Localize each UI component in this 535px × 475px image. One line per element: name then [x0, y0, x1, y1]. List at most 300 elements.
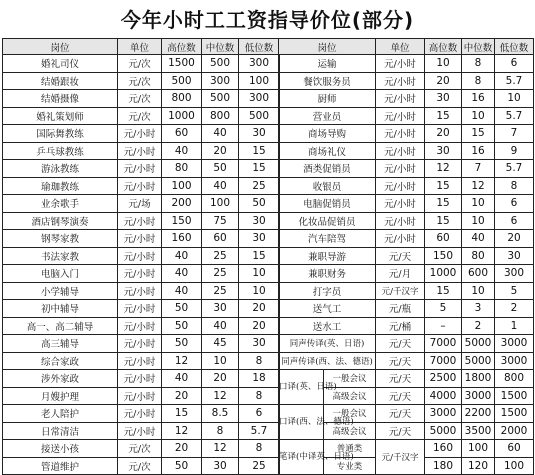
table-row: [279, 55, 534, 73]
high-value: 7000: [425, 352, 462, 370]
high-value: 200: [162, 195, 202, 213]
header-unit: 单位: [118, 39, 162, 55]
unit-cell: 元/小时: [376, 160, 425, 178]
high-value: 40: [162, 282, 202, 300]
position-cell: 钢琴家教: [3, 230, 118, 248]
translation-type-cell: 专业类: [324, 457, 376, 475]
high-value: 20: [425, 125, 462, 143]
high-value: 30: [425, 90, 462, 108]
right-wage-table: [278, 38, 534, 475]
mid-value: 60: [202, 230, 239, 248]
high-value: 180: [425, 457, 462, 475]
high-value: 40: [162, 370, 202, 388]
low-value: 8: [239, 440, 280, 458]
header-position: 岗位: [279, 39, 376, 55]
low-value: 30: [239, 335, 280, 353]
low-value: 6: [495, 195, 534, 213]
position-cell: 高三辅导: [3, 335, 118, 353]
high-value: 60: [162, 125, 202, 143]
high-value: 3000: [425, 405, 462, 423]
mid-value: 40: [202, 177, 239, 195]
position-cell: 接送小孩: [3, 440, 118, 458]
table-row: [279, 195, 534, 213]
mid-value: 8.5: [202, 405, 239, 423]
table-row: [279, 317, 534, 335]
low-value: 15: [239, 142, 280, 160]
mid-value: 12: [462, 177, 495, 195]
mid-value: 5000: [462, 352, 495, 370]
unit-cell: 元/小时: [118, 300, 162, 318]
table-row: [279, 405, 534, 423]
high-value: 12: [425, 160, 462, 178]
translation-type-cell: 普通类: [324, 440, 376, 458]
mid-value: 600: [462, 265, 495, 283]
high-value: 50: [162, 317, 202, 335]
position-cell: 同声传译(西、法、德语): [279, 352, 376, 370]
unit-cell: 元/小时: [118, 335, 162, 353]
mid-value: 2: [462, 317, 495, 335]
low-value: 60: [495, 440, 534, 458]
header-unit: 单位: [376, 39, 425, 55]
position-cell: 高一、高二辅导: [3, 317, 118, 335]
position-cell: 酒店钢琴演奏: [3, 212, 118, 230]
mid-value: 100: [202, 195, 239, 213]
table-row: [3, 440, 280, 458]
position-cell: 乒乓球教练: [3, 142, 118, 160]
low-value: 300: [495, 265, 534, 283]
unit-cell: 元/小时: [118, 125, 162, 143]
unit-cell: 元/小时: [376, 230, 425, 248]
table-row: [3, 90, 280, 108]
high-value: 30: [425, 142, 462, 160]
unit-cell: 元/小时: [118, 282, 162, 300]
position-cell: 电脑促销员: [279, 195, 376, 213]
mid-value: 12: [202, 387, 239, 405]
header-low: 低位数: [495, 39, 534, 55]
low-value: 20: [239, 317, 280, 335]
position-cell: 游泳教练: [3, 160, 118, 178]
low-value: 9: [495, 142, 534, 160]
low-value: 50: [239, 195, 280, 213]
unit-cell: 元/千汉字: [376, 282, 425, 300]
low-value: 5.7: [495, 72, 534, 90]
position-cell: 运输: [279, 55, 376, 73]
low-value: 20: [239, 300, 280, 318]
high-value: 10: [425, 55, 462, 73]
table-row: [3, 177, 280, 195]
position-cell: 营业员: [279, 107, 376, 125]
interp-group-es-fr-de: 口译(西、法、德语): [279, 405, 324, 440]
mid-value: 3: [462, 300, 495, 318]
mid-value: 8: [462, 55, 495, 73]
unit-cell: 元/小时: [376, 212, 425, 230]
mid-value: 10: [462, 107, 495, 125]
low-value: 25: [239, 457, 280, 475]
unit-cell: 元/小时: [118, 387, 162, 405]
unit-cell: 元/小时: [118, 212, 162, 230]
mid-value: 40: [462, 230, 495, 248]
unit-cell: 元/小时: [118, 265, 162, 283]
header-row: [3, 39, 280, 55]
mid-value: 25: [202, 282, 239, 300]
position-cell: 综合家政: [3, 352, 118, 370]
low-value: 2000: [495, 422, 534, 440]
low-value: 30: [239, 125, 280, 143]
mid-value: 15: [462, 125, 495, 143]
high-value: 15: [162, 405, 202, 423]
low-value: 500: [239, 107, 280, 125]
mid-value: 10: [462, 212, 495, 230]
position-cell: 电脑入门: [3, 265, 118, 283]
mid-value: 20: [202, 142, 239, 160]
high-value: 2500: [425, 370, 462, 388]
high-value: 100: [162, 177, 202, 195]
mid-value: 8: [462, 72, 495, 90]
table-row: [279, 160, 534, 178]
table-row: [3, 247, 280, 265]
unit-cell: 元/小时: [118, 352, 162, 370]
unit-cell: 元/瓶: [376, 300, 425, 318]
unit-cell: 元/小时: [118, 317, 162, 335]
table-row: [279, 440, 534, 458]
unit-cell: 元/次: [118, 55, 162, 73]
low-value: 6: [495, 55, 534, 73]
mid-value: 120: [462, 457, 495, 475]
mid-value: 75: [202, 212, 239, 230]
high-value: 20: [162, 440, 202, 458]
interp-group-en-ja: 口译(英、日语): [279, 370, 324, 405]
high-value: 15: [425, 107, 462, 125]
low-value: 8: [495, 177, 534, 195]
unit-cell: 元/次: [118, 440, 162, 458]
low-value: 100: [239, 72, 280, 90]
low-value: 6: [239, 405, 280, 423]
header-row: [279, 39, 534, 55]
mid-value: 1800: [462, 370, 495, 388]
position-cell: 小学辅导: [3, 282, 118, 300]
table-row: [279, 352, 534, 370]
mid-value: 20: [202, 370, 239, 388]
unit-cell: 元/天: [376, 422, 425, 440]
unit-cell: 元/小时: [376, 125, 425, 143]
mid-value: 10: [462, 195, 495, 213]
position-cell: 国际舞教练: [3, 125, 118, 143]
low-value: 800: [495, 370, 534, 388]
table-row: [3, 352, 280, 370]
position-cell: 涉外家政: [3, 370, 118, 388]
low-value: 15: [239, 247, 280, 265]
high-value: 40: [162, 265, 202, 283]
mid-value: 25: [202, 247, 239, 265]
position-cell: 商场礼仪: [279, 142, 376, 160]
table-row: [3, 335, 280, 353]
unit-cell: 元/小时: [118, 230, 162, 248]
position-cell: 打字员: [279, 282, 376, 300]
high-value: 160: [162, 230, 202, 248]
position-cell: 结婚跟妆: [3, 72, 118, 90]
left-wage-table: [2, 38, 280, 475]
table-row: [279, 265, 534, 283]
low-value: 5.7: [495, 107, 534, 125]
high-value: 20: [425, 72, 462, 90]
header-low: 低位数: [239, 39, 280, 55]
high-value: 500: [162, 72, 202, 90]
table-row: [3, 265, 280, 283]
mid-value: 5000: [462, 335, 495, 353]
page-title: 今年小时工工资指导价位(部分): [120, 8, 415, 32]
table-row: [279, 125, 534, 143]
high-value: 20: [162, 387, 202, 405]
high-value: –: [425, 317, 462, 335]
mid-value: 3500: [462, 422, 495, 440]
position-cell: 餐饮服务员: [279, 72, 376, 90]
position-cell: 婚礼策划师: [3, 107, 118, 125]
header-position: 岗位: [3, 39, 118, 55]
unit-cell: 元/千汉字: [376, 440, 425, 475]
header-high: 高位数: [425, 39, 462, 55]
unit-cell: 元/小时: [376, 177, 425, 195]
unit-cell: 元/月: [376, 265, 425, 283]
header-mid: 中位数: [462, 39, 495, 55]
high-value: 1500: [162, 55, 202, 73]
unit-cell: 元/小时: [118, 405, 162, 423]
table-row: [279, 212, 534, 230]
position-cell: 同声传译(英、日语): [279, 335, 376, 353]
position-cell: 送气工: [279, 300, 376, 318]
table-row: [279, 370, 534, 388]
low-value: 300: [239, 55, 280, 73]
high-value: 15: [425, 195, 462, 213]
table-row: [3, 457, 280, 475]
low-value: 20: [495, 230, 534, 248]
high-value: 800: [162, 90, 202, 108]
table-row: [3, 160, 280, 178]
high-value: 80: [162, 160, 202, 178]
high-value: 50: [162, 335, 202, 353]
low-value: 2: [495, 300, 534, 318]
unit-cell: 元/小时: [118, 422, 162, 440]
meeting-level-cell: 一般会议: [324, 370, 376, 388]
unit-cell: 元/天: [376, 387, 425, 405]
position-cell: 书法家教: [3, 247, 118, 265]
mid-value: 2200: [462, 405, 495, 423]
unit-cell: 元/次: [118, 90, 162, 108]
high-value: 12: [162, 352, 202, 370]
low-value: 3000: [495, 335, 534, 353]
mid-value: 12: [202, 440, 239, 458]
mid-value: 30: [202, 300, 239, 318]
position-cell: 月嫂护理: [3, 387, 118, 405]
unit-cell: 元/次: [118, 457, 162, 475]
mid-value: 300: [202, 72, 239, 90]
mid-value: 7: [462, 160, 495, 178]
table-row: [279, 72, 534, 90]
mid-value: 40: [202, 125, 239, 143]
unit-cell: 元/小时: [118, 142, 162, 160]
table-row: [279, 230, 534, 248]
high-value: 40: [162, 247, 202, 265]
header-high: 高位数: [162, 39, 202, 55]
mid-value: 80: [462, 247, 495, 265]
low-value: 15: [239, 160, 280, 178]
low-value: 10: [239, 265, 280, 283]
unit-cell: 元/桶: [376, 317, 425, 335]
position-cell: 酒类促销员: [279, 160, 376, 178]
unit-cell: 元/次: [118, 72, 162, 90]
position-cell: 婚礼司仪: [3, 55, 118, 73]
mid-value: 30: [202, 457, 239, 475]
low-value: 1500: [495, 405, 534, 423]
position-cell: 瑜珈教练: [3, 177, 118, 195]
unit-cell: 元/小时: [118, 160, 162, 178]
mid-value: 25: [202, 265, 239, 283]
position-cell: 商场导购: [279, 125, 376, 143]
table-row: [3, 142, 280, 160]
mid-value: 800: [202, 107, 239, 125]
unit-cell: 元/场: [118, 195, 162, 213]
mid-value: 40: [202, 317, 239, 335]
low-value: 8: [239, 387, 280, 405]
low-value: 100: [495, 457, 534, 475]
low-value: 1500: [495, 387, 534, 405]
table-row: [3, 370, 280, 388]
low-value: 30: [239, 212, 280, 230]
unit-cell: 元/小时: [376, 107, 425, 125]
mid-value: 100: [462, 440, 495, 458]
high-value: 40: [162, 142, 202, 160]
mid-value: 10: [202, 352, 239, 370]
table-row: [3, 317, 280, 335]
position-cell: 厨师: [279, 90, 376, 108]
position-cell: 业余歌手: [3, 195, 118, 213]
position-cell: 兼职导游: [279, 247, 376, 265]
mid-value: 10: [462, 282, 495, 300]
mid-value: 500: [202, 90, 239, 108]
meeting-level-cell: 高级会议: [324, 422, 376, 440]
mid-value: 16: [462, 142, 495, 160]
table-row: [3, 72, 280, 90]
unit-cell: 元/天: [376, 370, 425, 388]
position-cell: 收银员: [279, 177, 376, 195]
translation-group: 笔译(中译英、日语): [279, 440, 324, 475]
low-value: 25: [239, 177, 280, 195]
position-cell: 兼职财务: [279, 265, 376, 283]
low-value: 30: [495, 247, 534, 265]
unit-cell: 元/小时: [118, 370, 162, 388]
unit-cell: 元/小时: [118, 247, 162, 265]
low-value: 5.7: [239, 422, 280, 440]
high-value: 1000: [162, 107, 202, 125]
unit-cell: 元/小时: [376, 72, 425, 90]
table-row: [279, 142, 534, 160]
table-row: [279, 300, 534, 318]
high-value: 15: [425, 282, 462, 300]
position-cell: 送水工: [279, 317, 376, 335]
high-value: 160: [425, 440, 462, 458]
high-value: 15: [425, 212, 462, 230]
low-value: 5: [495, 282, 534, 300]
table-row: [3, 195, 280, 213]
high-value: 7000: [425, 335, 462, 353]
mid-value: 45: [202, 335, 239, 353]
table-row: [3, 55, 280, 73]
unit-cell: 元/小时: [376, 55, 425, 73]
table-row: [279, 177, 534, 195]
low-value: 3000: [495, 352, 534, 370]
unit-cell: 元/小时: [118, 177, 162, 195]
high-value: 4000: [425, 387, 462, 405]
unit-cell: 元/天: [376, 405, 425, 423]
mid-value: 16: [462, 90, 495, 108]
unit-cell: 元/小时: [376, 90, 425, 108]
header-mid: 中位数: [202, 39, 239, 55]
position-cell: 初中辅导: [3, 300, 118, 318]
low-value: 5.7: [495, 160, 534, 178]
position-cell: 老人陪护: [3, 405, 118, 423]
low-value: 7: [495, 125, 534, 143]
mid-value: 500: [202, 55, 239, 73]
position-cell: 日常清洁: [3, 422, 118, 440]
low-value: 30: [239, 230, 280, 248]
low-value: 8: [239, 352, 280, 370]
high-value: 1000: [425, 265, 462, 283]
table-row: [279, 247, 534, 265]
table-row: [3, 422, 280, 440]
high-value: 50: [162, 300, 202, 318]
unit-cell: 元/次: [118, 107, 162, 125]
table-row: [3, 300, 280, 318]
table-row: [3, 387, 280, 405]
table-row: [3, 282, 280, 300]
table-row: [3, 107, 280, 125]
high-value: 5: [425, 300, 462, 318]
unit-cell: 元/天: [376, 352, 425, 370]
table-row: [279, 107, 534, 125]
meeting-level-cell: 一般会议: [324, 405, 376, 423]
position-cell: 结婚摄像: [3, 90, 118, 108]
high-value: 60: [425, 230, 462, 248]
low-value: 1: [495, 317, 534, 335]
mid-value: 3000: [462, 387, 495, 405]
low-value: 10: [495, 90, 534, 108]
low-value: 18: [239, 370, 280, 388]
high-value: 5000: [425, 422, 462, 440]
high-value: 12: [162, 422, 202, 440]
mid-value: 8: [202, 422, 239, 440]
unit-cell: 元/天: [376, 335, 425, 353]
low-value: 6: [495, 212, 534, 230]
mid-value: 50: [202, 160, 239, 178]
table-row: [3, 405, 280, 423]
low-value: 10: [239, 282, 280, 300]
table-row: [3, 212, 280, 230]
table-row: [279, 335, 534, 353]
high-value: 150: [162, 212, 202, 230]
high-value: 15: [425, 177, 462, 195]
table-row: [3, 125, 280, 143]
table-row: [279, 90, 534, 108]
unit-cell: 元/小时: [376, 195, 425, 213]
position-cell: 化妆品促销员: [279, 212, 376, 230]
table-row: [3, 230, 280, 248]
table-row: [279, 282, 534, 300]
unit-cell: 元/天: [376, 247, 425, 265]
high-value: 150: [425, 247, 462, 265]
unit-cell: 元/小时: [376, 142, 425, 160]
position-cell: 汽车陪驾: [279, 230, 376, 248]
meeting-level-cell: 高级会议: [324, 387, 376, 405]
low-value: 300: [239, 90, 280, 108]
